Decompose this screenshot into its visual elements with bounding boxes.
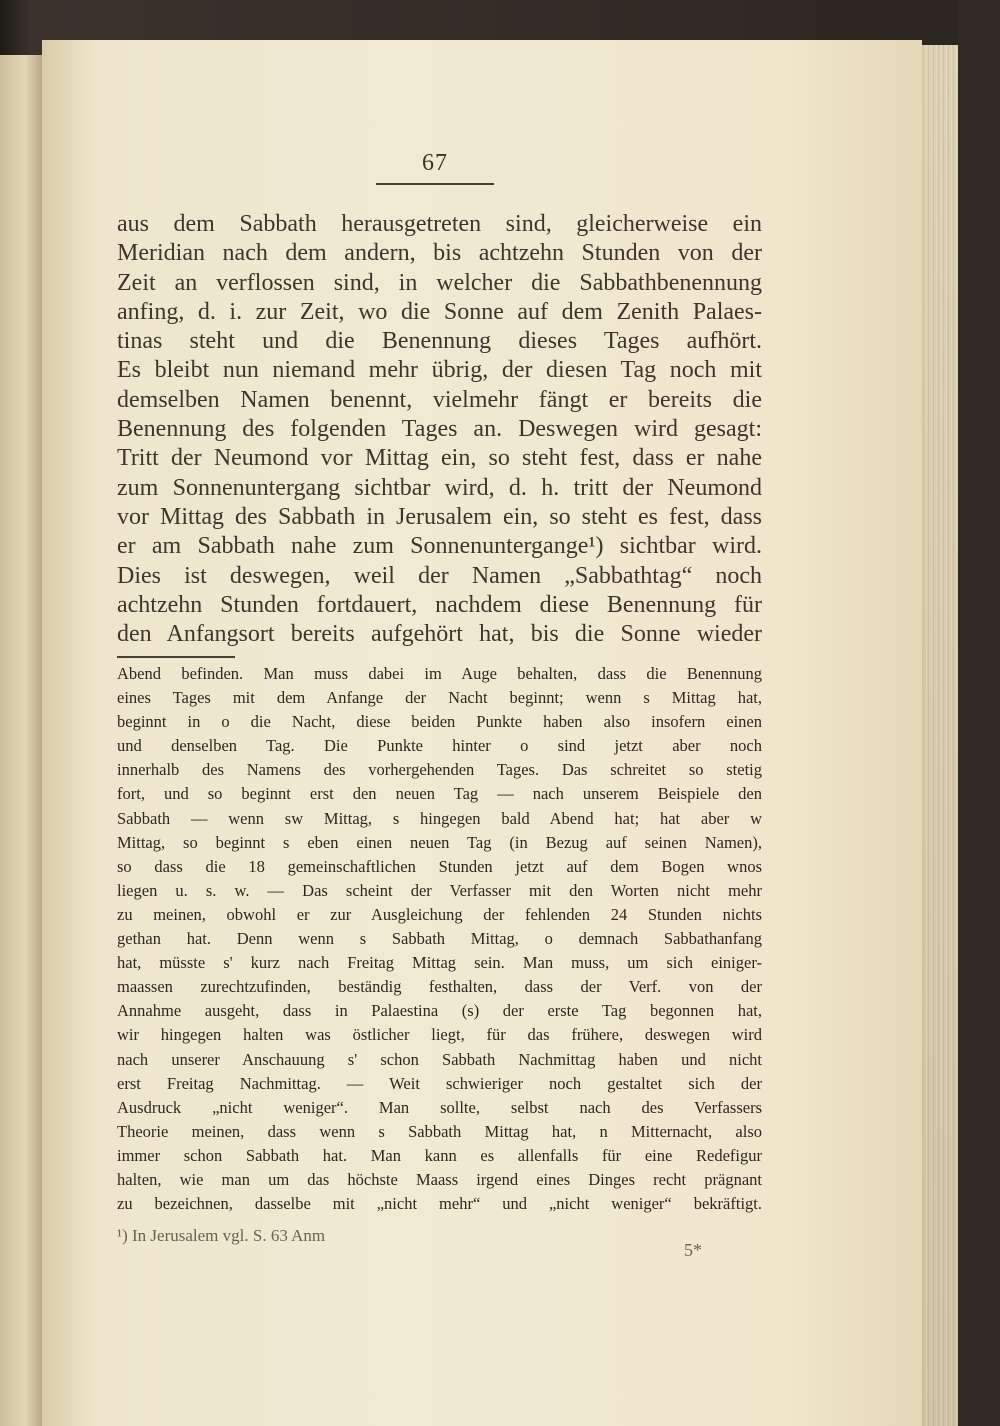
footnote-line: hat, müsste s' kurz nach Freitag Mittag sein. Man muss, um sich einiger-	[117, 953, 762, 973]
footnote-reference	[117, 1226, 325, 1246]
body-line: zum Sonnenuntergang sichtbar wird, d. h. tritt der Neumond	[117, 474, 762, 501]
footnote-line: Annahme ausgeht, dass in Palaestina (s) der erste Tag begonnen hat,	[117, 1001, 762, 1021]
footnote-line: zu bezeichnen, dasselbe mit „nicht mehr“ und „nicht weniger“ bekräftigt.	[117, 1194, 762, 1214]
body-line: Benennung des folgenden Tages an. Deswegen wird gesagt:	[117, 416, 762, 443]
footnote-line: immer schon Sabbath hat. Man kann es allenfalls für eine Redefigur	[117, 1145, 762, 1165]
body-line: aus dem Sabbath herausgetreten sind, gleicherweise ein	[117, 211, 762, 237]
footnote-line: halten, wie man um das höchste Maass irgend eines Dinges recht prägnant	[117, 1169, 762, 1189]
footnote-line: fort, und so beginnt erst den neuen Tag — nach unserem Beispiele den	[117, 784, 762, 804]
footnote-ref-mark: ¹)	[117, 1226, 128, 1245]
page-header	[376, 150, 494, 185]
footnote-line: Sabbath — wenn sw Mittag, s hingegen bald Abend hat; hat aber w	[117, 808, 762, 828]
footnote-line: beginnt in o die Nacht, diese beiden Punkte haben also insofern einen	[117, 712, 762, 732]
body-text	[117, 210, 762, 649]
footnote-text	[117, 662, 762, 1216]
footnote-line: und denselben Tag. Die Punkte hinter o sind jetzt aber noch	[117, 736, 762, 756]
footnote-line: innerhalb des Namens des vorhergehenden Tages. Das schreitet so stetig	[117, 760, 762, 780]
body-line: Meridian nach dem andern, bis achtzehn Stunden von der	[117, 240, 762, 267]
body-line: vor Mittag des Sabbath in Jerusalem ein, so steht es fest, dass	[117, 503, 762, 530]
footnote-line: gethan hat. Denn wenn s Sabbath Mittag, o demnach Sabbathanfang	[117, 929, 762, 949]
footnote-line: maassen zurechtzufinden, beständig festhalten, dass der Verf. von der	[117, 977, 762, 997]
body-line: den Anfangsort bereits aufgehört hat, bis die Sonne wieder	[117, 621, 762, 648]
footnote-line: Theorie meinen, dass wenn s Sabbath Mittag hat, n Mitternacht, also	[117, 1121, 762, 1141]
right-cover-edge	[958, 0, 1000, 1426]
body-line: achtzehn Stunden fortdauert, nachdem diese Benennung für	[117, 591, 762, 618]
footnote-line: erst Freitag Nachmittag. — Weit schwieriger noch gestaltet sich der	[117, 1073, 762, 1093]
body-line: anfing, d. i. zur Zeit, wo die Sonne auf dem Zenith Palaes-	[117, 298, 762, 325]
footnote-line: Abend befinden. Man muss dabei im Auge behalten, dass die Benennung	[117, 664, 762, 683]
body-line: tinas steht und die Benennung dieses Tages aufhört.	[117, 328, 762, 355]
body-line: Dies ist deswegen, weil der Namen „Sabbathtag“ noch	[117, 562, 762, 589]
footnote-line: Mittag, so beginnt s eben einen neuen Tag (in Bezug auf seinen Namen),	[117, 832, 762, 852]
page-number: 67	[422, 150, 448, 176]
body-line: Zeit an verflossen sind, in welcher die Sabbathbenennung	[117, 269, 762, 296]
footnote-line: zu meinen, obwohl er zur Ausgleichung der fehlenden 24 Stunden nichts	[117, 904, 762, 924]
footnote-line: wir hingegen halten was östlicher liegt, für das frühere, deswegen wird	[117, 1025, 762, 1045]
footnote-line: nach unserer Anschauung s' schon Sabbath Nachmittag haben und nicht	[117, 1049, 762, 1069]
left-page-edge	[0, 55, 42, 1426]
footnote-line: eines Tages mit dem Anfange der Nacht beginnt; wenn s Mittag hat,	[117, 688, 762, 708]
header-rule	[376, 183, 494, 185]
footnote-ref-text: In Jerusalem vgl. S. 63 Anm	[132, 1226, 326, 1245]
footnote-line: so dass die 18 gemeinschaftlichen Stunden jetzt auf dem Bogen wnos	[117, 856, 762, 876]
footnote-rule	[117, 656, 235, 658]
footnote-line: liegen u. s. w. — Das scheint der Verfasser mit den Worten nicht mehr	[117, 880, 762, 900]
body-line: er am Sabbath nahe zum Sonnenuntergange¹) sichtbar wird.	[117, 533, 762, 560]
signature-mark: 5*	[684, 1240, 702, 1260]
body-line: demselben Namen benennt, vielmehr fängt er bereits die	[117, 386, 762, 413]
footnote-line: Ausdruck „nicht weniger“. Man sollte, selbst nach des Verfassers	[117, 1097, 762, 1117]
body-line: Es bleibt nun niemand mehr übrig, der diesen Tag noch mit	[117, 357, 762, 384]
body-line: Tritt der Neumond vor Mittag ein, so steht fest, dass er nahe	[117, 445, 762, 472]
